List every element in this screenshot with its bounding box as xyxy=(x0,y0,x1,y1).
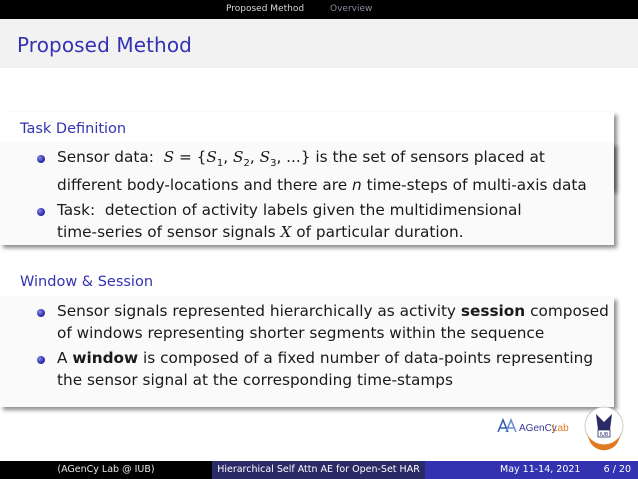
nav-item-overview[interactable]: Overview xyxy=(330,4,373,14)
agency-lab-logo xyxy=(496,404,626,452)
bullet-icon xyxy=(37,356,45,364)
svg-text:IUB: IUB xyxy=(599,432,609,438)
nav-item-proposed-method[interactable]: Proposed Method xyxy=(226,4,305,14)
list-item: A window is composed of a fixed number of data-points representing the sensor signal at the corresponding time-stamps xyxy=(0,348,614,391)
list-item: Task: detection of activity labels given the multidimensional time-series of sensor signals X of particular duration. xyxy=(0,200,614,243)
footer-author: (AGenCy Lab @ IUB) xyxy=(0,461,212,479)
block-title-task-definition: Task Definition xyxy=(20,121,127,137)
university-seal-icon xyxy=(585,407,623,450)
logo-area xyxy=(496,404,626,452)
navigation-bar xyxy=(0,0,638,19)
frame-title-bar xyxy=(0,19,638,68)
footer-title: Hierarchical Self Attn AE for Open-Set HAR xyxy=(212,461,425,479)
svg-text:Lab: Lab xyxy=(552,423,569,434)
page-title: Proposed Method xyxy=(17,33,192,57)
footer-date: May 11-14, 2021 xyxy=(500,464,581,475)
block-title-window-session: Window & Session xyxy=(20,274,154,290)
bullet-icon xyxy=(37,208,45,216)
footer xyxy=(0,461,638,479)
list-item: Sensor signals represented hierarchically as activity session composed of windows representing shorter segments within the sequence xyxy=(0,301,614,344)
page-number: 6 / 20 xyxy=(603,464,631,475)
list-item: Sensor data: $S = \{S_1$, $S_2$, $S_3$, ...} is the set of sensors placed at different body-locations and there are n time-steps of multi-axis data xyxy=(0,147,614,196)
task-definition-body xyxy=(0,143,614,245)
bullet-icon xyxy=(37,155,45,163)
window-session-body xyxy=(0,297,614,407)
svg-text:AGenCy: AGenCy xyxy=(519,423,557,434)
bullet-icon xyxy=(37,309,45,317)
footer-date-page xyxy=(425,461,638,479)
